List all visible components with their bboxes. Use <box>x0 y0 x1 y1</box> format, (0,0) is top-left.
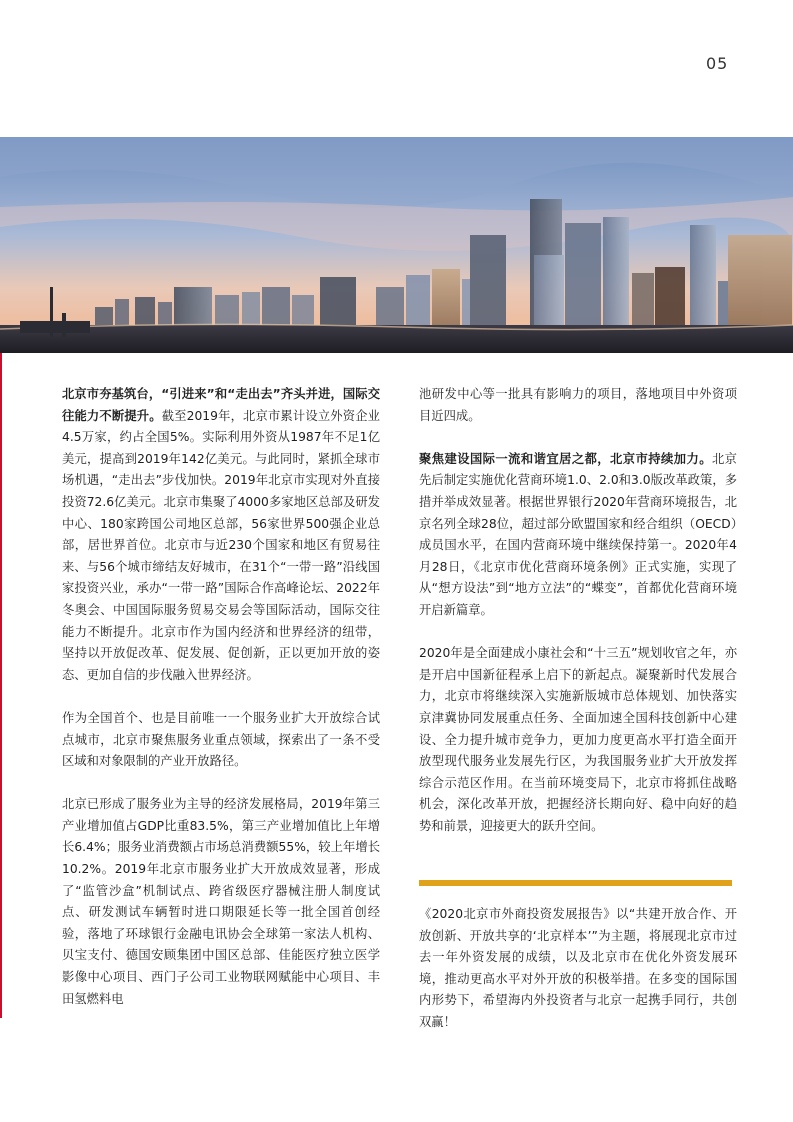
paragraph-service-pilot: 作为全国首个、也是目前唯一一个服务业扩大开放综合试点城市，北京市聚焦服务业重点领域，探索出了一条不受区域和对象限制的产业开放路径。 <box>62 710 380 769</box>
paragraph-body: 北京先后制定实施优化营商环境1.0、2.0和3.0版改革政策，多措并举成效显著。根据世界银行2020年营商环境报告，北京名列全球28位，超过部分欧盟国家和经合组织（OECD）成员国水平，在国内营商环境中继续保持第一。2020年4月28日，《北京市优化营商环境条例》正式实施，实现了从“想方设法”到“地方立法”的“蝶变”，首都优化营商环境开启新篇章。 <box>419 451 737 617</box>
paragraph-body: 截至2019年，北京市累计设立外资企业4.5万家，约占全国5%。实际利用外资从1987年不足1亿美元，提高到2019年142亿美元。与此同时，紧抓全球市场机遇，“走出去”步伐加快。2019年北京市实现对外直接投资72.6亿美元。北京市集聚了4000多家地区总部及研发中心、180家跨国公司地区总部，56家世界500强企业总部，居世界首位。北京市与近230个国家和地区有贸易往来、与56个城市缔结友好城市，在31个“一带一路”沿线国家投资兴业，承办“一带一路”国际合作高峰论坛、2022年冬奥会、中国国际服务贸易交易会等国际活动，国际交往能力不断提升。北京市作为国内经济和世界经济的纽带，坚持以开放促改革、促发展、促创新，正以更加开放的姿态、更加自信的步伐融入世界经济。 <box>62 408 380 682</box>
paragraph-business-environment <box>419 449 737 622</box>
paragraph-continuation: 池研发中心等一批具有影响力的项目，落地项目中外资项目近四成。 <box>419 387 737 423</box>
left-accent-rule <box>0 353 2 1018</box>
right-column <box>419 384 737 837</box>
hero-skyline-image <box>0 137 793 353</box>
report-summary-quote: 《2020北京市外商投资发展报告》以“共建开放合作、开放创新、开放共享的‘北京样本’”为主题，将展现北京市过去一年外资发展的成绩，以及北京市在优化外资发展环境，推动更高水平对外开放的积极举措。在多变的国际国内形势下，希望海内外投资者与北京一起携手同行，共创双赢！ <box>419 907 737 1029</box>
page-number: 05 <box>706 54 729 73</box>
paragraph-outlook-2020: 2020年是全面建成小康社会和“十三五”规划收官之年，亦是开启中国新征程承上启下的新起点。凝聚新时代发展合力，北京市将继续深入实施新版城市总体规划、加快落实京津冀协同发展重点任务、全面加速全国科技创新中心建设、全力提升城市竞争力，更加力度更高水平打造全面开放型现代服务业发展先行区，为我国服务业扩大开放发挥综合示范区作用。在当前环境变局下，北京市将抓住战略机会，深化改革开放，把握经济长期向好、稳中向好的趋势和前景，迎接更大的跃升空间。 <box>419 646 737 833</box>
paragraph-heading: 聚焦建设国际一流和谐宜居之都，北京市持续加力。 <box>419 451 712 466</box>
left-column <box>62 384 380 1010</box>
paragraph-heading: 北京市夯基筑台，“引进来”和“走出去”齐头并进，国际交往能力不断提升。 <box>62 387 380 423</box>
paragraph-open-economy <box>62 384 380 686</box>
quote-accent-bar <box>419 880 732 886</box>
paragraph-service-economy: 北京已形成了服务业为主导的经济发展格局，2019年第三产业增加值占GDP比重83.5%，第三产业增加值比上年增长6.4%；服务业消费额占市场总消费额55%，较上年增长10.2%。2019年北京市服务业扩大开放成效显著，形成了“监管沙盒”机制试点、跨省级医疗器械注册人制度试点、研发测试车辆暂时进口期限延长等一批全国首创经验，落地了环球银行金融电讯协会全球第一家法人机构、贝宝支付、德国安顾集团中国区总部、佳能医疗独立医学影像中心项目、西门子公司工业物联网赋能中心项目、丰田氢燃料电 <box>62 797 380 1006</box>
beijing-skyline-photo-icon <box>0 137 793 353</box>
